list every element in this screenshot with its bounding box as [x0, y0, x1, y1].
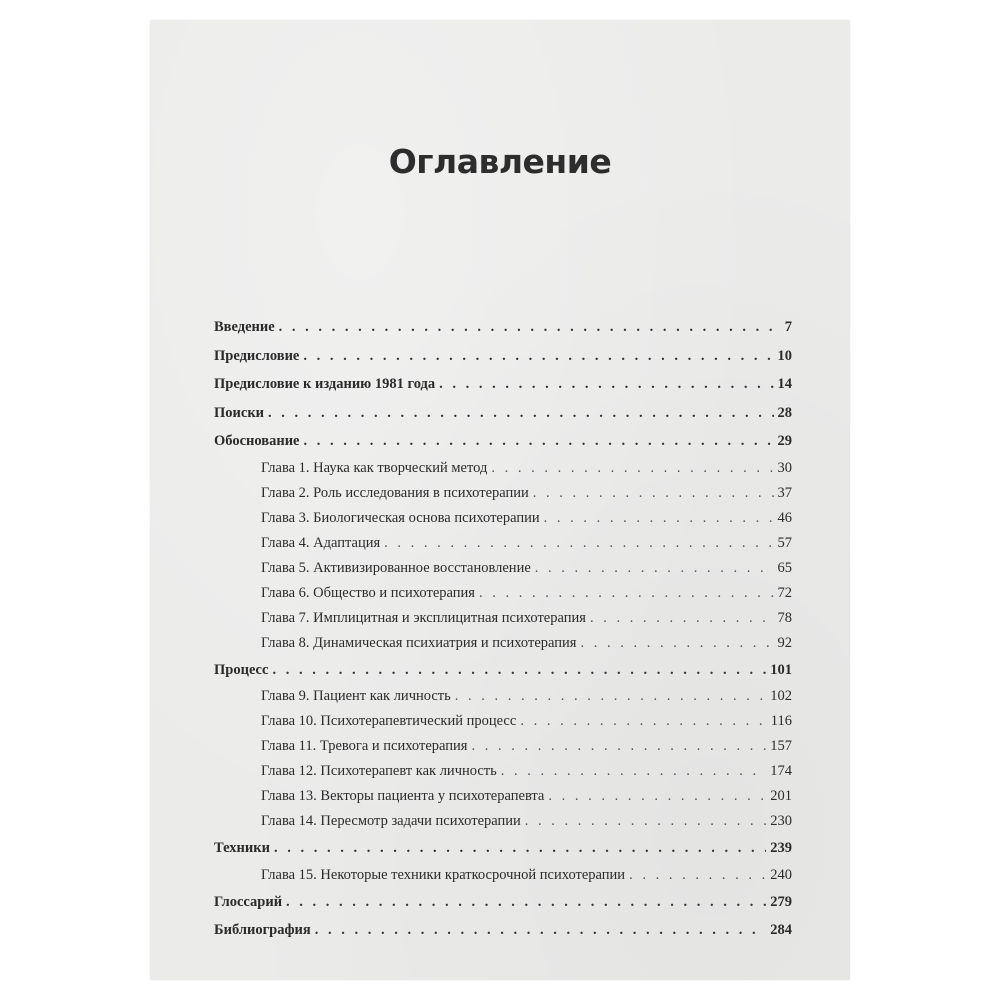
- toc-entry-label: Глава 12. Психотерапевт как личность: [261, 763, 497, 779]
- dot-leader: [479, 581, 774, 606]
- toc-entry-label: Введение: [214, 319, 275, 335]
- toc-entry-label: Глава 13. Векторы пациента у психотерапевта: [261, 788, 545, 804]
- toc-entry-label: Глава 1. Наука как творческий метод: [261, 459, 488, 476]
- book-page: [150, 20, 850, 980]
- dot-leader: [268, 399, 773, 428]
- dot-leader: [315, 916, 767, 945]
- toc-part-entry: [214, 834, 792, 863]
- toc-entry-page-number: 201: [770, 788, 792, 804]
- toc-entry-page-number: 28: [777, 404, 792, 421]
- toc-entry-page-number: 279: [770, 893, 792, 910]
- dot-leader: [501, 759, 767, 784]
- toc-part-entry: [214, 888, 792, 917]
- toc-part-entry: [214, 656, 792, 685]
- dot-leader: [590, 606, 774, 631]
- toc-chapter-entry: [214, 506, 792, 531]
- toc-chapter-entry: [214, 709, 792, 734]
- toc-chapter-entry: [214, 734, 792, 759]
- toc-entry-label: Процесс: [214, 661, 269, 678]
- toc-chapter-entry: [214, 606, 792, 631]
- toc-chapter-entry: [214, 863, 792, 888]
- toc-chapter-entry: [214, 809, 792, 834]
- toc-chapter-entry: [214, 784, 792, 809]
- toc-entry-page-number: 102: [770, 688, 792, 704]
- dot-leader: [384, 531, 773, 556]
- dot-leader: [303, 342, 773, 371]
- dot-leader: [525, 809, 766, 834]
- dot-leader: [548, 784, 766, 809]
- dot-leader: [491, 456, 773, 481]
- dot-leader: [439, 370, 773, 399]
- toc-entry-page-number: 46: [777, 509, 792, 526]
- dot-leader: [286, 888, 766, 917]
- toc-part-entry: [214, 370, 792, 399]
- dot-leader: [455, 684, 767, 709]
- dot-leader: [535, 556, 774, 581]
- toc-part-entry: [214, 399, 792, 428]
- dot-leader: [274, 834, 766, 863]
- toc-chapter-entry: [214, 684, 792, 709]
- dot-leader: [533, 481, 774, 506]
- toc-entry-label: Обоснование: [214, 433, 300, 449]
- toc-entry-page-number: 30: [777, 459, 792, 476]
- toc-entry-label: Глава 2. Роль исследования в психотерапии: [261, 484, 529, 501]
- toc-entry-page-number: 72: [777, 584, 792, 601]
- dot-leader: [580, 631, 773, 656]
- toc-entry-label: Глоссарий: [214, 893, 283, 910]
- dot-leader: [279, 313, 781, 342]
- toc-entry-label: Глава 3. Биологическая основа психотерапии: [261, 509, 540, 526]
- dot-leader: [272, 656, 766, 685]
- toc-entry-label: Предисловие к изданию 1981 года: [214, 376, 436, 392]
- toc-entry-page-number: 157: [770, 738, 792, 754]
- toc-part-entry: [214, 342, 792, 371]
- toc-entry-label: Библиография: [214, 922, 311, 938]
- toc-entry-page-number: 116: [770, 713, 792, 729]
- dot-leader: [520, 709, 766, 734]
- toc-entry-label: Глава 6. Общество и психотерапия: [261, 584, 475, 601]
- toc-entry-page-number: 29: [777, 433, 792, 449]
- dot-leader: [304, 427, 774, 456]
- toc-entry-label: Глава 14. Пересмотр задачи психотерапии: [261, 813, 521, 829]
- toc-entry-page-number: 14: [777, 376, 792, 392]
- toc-entry-label: Глава 9. Пациент как личность: [261, 688, 451, 704]
- table-of-contents: [214, 313, 792, 945]
- toc-entry-page-number: 37: [777, 484, 792, 501]
- toc-entry-label: Глава 7. Имплицитная и эксплицитная психотерапия: [261, 609, 586, 626]
- toc-entry-label: Глава 15. Некоторые техники краткосрочной психотерапии: [261, 866, 626, 883]
- dot-leader: [629, 863, 766, 888]
- toc-entry-page-number: 239: [770, 840, 792, 856]
- toc-entry-label: Предисловие: [214, 347, 300, 364]
- toc-entry-page-number: 284: [770, 922, 792, 938]
- toc-entry-label: Глава 8. Динамическая психиатрия и психотерапия: [261, 634, 577, 651]
- dot-leader: [544, 506, 774, 531]
- toc-chapter-entry: [214, 481, 792, 506]
- toc-entry-label: Глава 5. Активизированное восстановление: [261, 559, 531, 576]
- toc-part-entry: [214, 427, 792, 456]
- toc-entry-label: Поиски: [214, 404, 265, 421]
- toc-chapter-entry: [214, 556, 792, 581]
- toc-entry-label: Глава 10. Психотерапевтический процесс: [261, 713, 517, 729]
- page-title: Оглавление: [388, 142, 612, 181]
- toc-chapter-entry: [214, 581, 792, 606]
- toc-part-entry: [214, 313, 792, 342]
- toc-entry-page-number: 174: [770, 763, 792, 779]
- toc-entry-page-number: 65: [777, 559, 792, 576]
- toc-entry-page-number: 240: [770, 866, 792, 883]
- toc-entry-page-number: 78: [777, 609, 792, 626]
- toc-entry-page-number: 101: [770, 661, 792, 678]
- toc-chapter-entry: [214, 531, 792, 556]
- toc-entry-page-number: 230: [770, 813, 792, 829]
- dot-leader: [471, 734, 766, 759]
- toc-chapter-entry: [214, 759, 792, 784]
- toc-entry-label: Глава 4. Адаптация: [261, 534, 381, 551]
- toc-entry-page-number: 7: [784, 319, 792, 335]
- toc-entry-page-number: 10: [777, 347, 792, 364]
- toc-chapter-entry: [214, 631, 792, 656]
- toc-part-entry: [214, 916, 792, 945]
- toc-chapter-entry: [214, 456, 792, 481]
- toc-entry-label: Техники: [214, 840, 270, 856]
- toc-entry-page-number: 57: [777, 534, 792, 551]
- toc-entry-label: Глава 11. Тревога и психотерапия: [261, 738, 468, 754]
- toc-entry-page-number: 92: [777, 634, 792, 651]
